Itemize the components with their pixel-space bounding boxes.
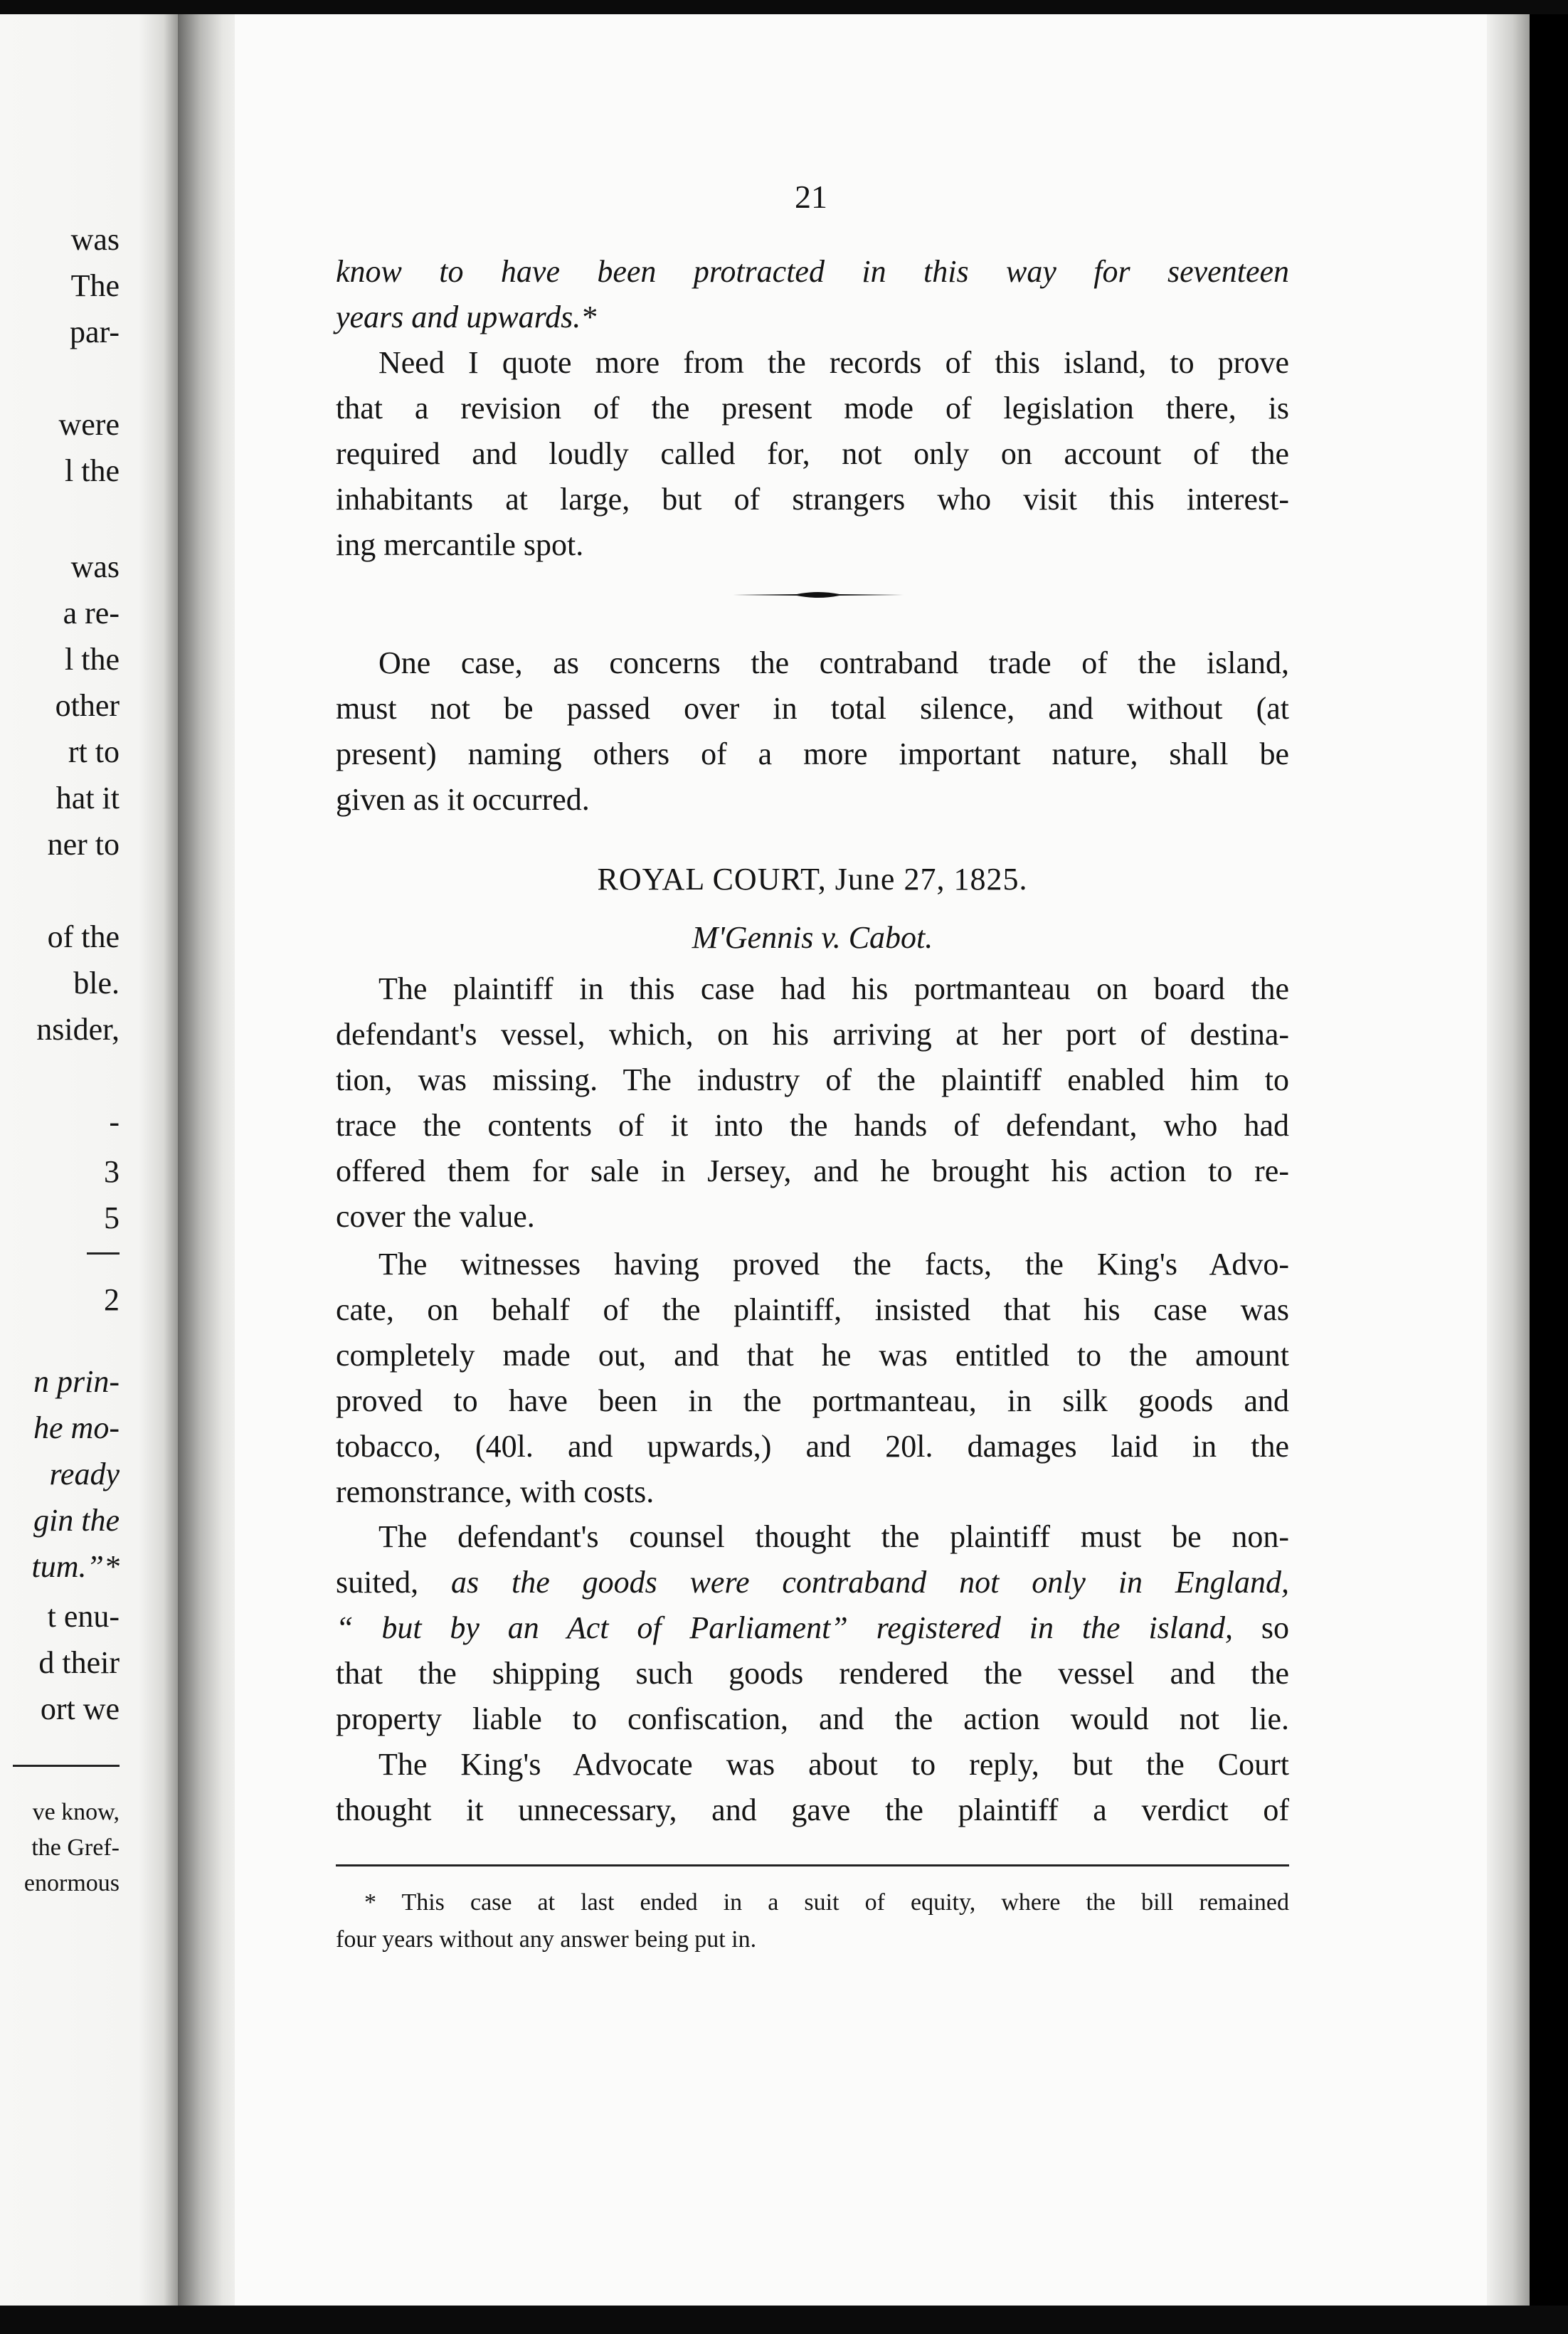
- left-fragment: ble.: [73, 966, 120, 1000]
- text-line: property liable to confiscation, and the action would not lie.: [336, 1701, 1289, 1736]
- paragraph-6: [336, 1742, 1289, 1833]
- left-sum-rule: [87, 1252, 120, 1255]
- text-line: ing mercantile spot.: [336, 527, 584, 562]
- text-line: trace the contents of it into the hands of defendant, who had: [336, 1108, 1289, 1143]
- left-fragment: d their: [38, 1645, 120, 1680]
- left-fragment: ready: [49, 1457, 120, 1491]
- left-fragment: -: [109, 1104, 120, 1139]
- paragraph-5: [336, 1514, 1289, 1742]
- left-fragment: nsider,: [36, 1012, 120, 1047]
- left-fragment: l the: [65, 453, 120, 488]
- left-footnote-rule: [13, 1765, 120, 1767]
- footnote-line: * This case at last ended in a suit of equity, where the bill remained: [364, 1889, 1289, 1916]
- text-line: The King's Advocate was about to reply, but the Court: [378, 1747, 1289, 1782]
- left-fragment: he mo-: [33, 1410, 120, 1445]
- left-fragment: a re-: [63, 596, 120, 630]
- text-line: tobacco, (40l. and upwards,) and 20l. damages laid in the: [336, 1429, 1289, 1464]
- text-line: offered them for sale in Jersey, and he brought his action to re-: [336, 1153, 1289, 1188]
- text-line: years and upwards.*: [336, 300, 597, 334]
- left-fragment: were: [58, 407, 120, 442]
- case-subheading: M'Gennis v. Cabot.: [692, 920, 933, 955]
- left-fragment: the Gref-: [31, 1834, 120, 1861]
- text-line: present) naming others of a more important nature, shall be: [336, 736, 1289, 771]
- text-run: suited,: [336, 1565, 451, 1600]
- italic-run: “ but by an Act of Parliament”: [336, 1610, 848, 1645]
- left-fragment: tum.”*: [31, 1549, 120, 1584]
- intro-lines: [336, 249, 1289, 340]
- text-line: The plaintiff in this case had his portmanteau on board the: [378, 971, 1289, 1006]
- left-fragment: par-: [70, 315, 120, 349]
- italic-run: registered in the island,: [847, 1610, 1234, 1645]
- text-line: must not be passed over in total silence, and without (at: [336, 691, 1289, 726]
- text-line: inhabitants at large, but of strangers who visit this interest-: [336, 482, 1289, 517]
- paragraph-2: [336, 640, 1289, 823]
- case-heading: ROYAL COURT, June 27, 1825.: [597, 862, 1028, 897]
- text-line: completely made out, and that he was entitled to the amount: [336, 1338, 1289, 1373]
- left-fragment: of the: [47, 919, 120, 954]
- left-fragment: n prin-: [33, 1364, 120, 1399]
- text-line: defendant's vessel, which, on his arriving at her port of destina-: [336, 1017, 1289, 1052]
- left-fragment: 3: [104, 1154, 120, 1189]
- left-fragment: t enu-: [47, 1599, 120, 1634]
- left-fragment: l the: [65, 642, 120, 677]
- text-line: that the shipping such goods rendered the vessel and the: [336, 1656, 1289, 1691]
- left-fragment: rt to: [68, 734, 120, 769]
- text-line: [336, 1560, 1289, 1605]
- page-number: 21: [795, 179, 827, 215]
- text-line: cate, on behalf of the plaintiff, insisted that his case was: [336, 1292, 1289, 1327]
- left-fragment: The: [70, 268, 120, 303]
- left-facing-page: [0, 14, 178, 2306]
- text-line: remonstrance, with costs.: [336, 1474, 655, 1509]
- paragraph-3: [336, 966, 1289, 1240]
- text-line: that a revision of the present mode of legislation there, is: [336, 391, 1289, 426]
- text-line: required and loudly called for, not only on account of the: [336, 436, 1289, 471]
- paragraph-4: [336, 1242, 1289, 1515]
- text-line: know to have been protracted in this way for seventeen: [336, 254, 1289, 289]
- left-fragment: was: [70, 549, 120, 584]
- text-line: tion, was missing. The industry of the plaintiff enabled him to: [336, 1062, 1289, 1097]
- left-fragment: 2: [104, 1282, 120, 1317]
- text-line: One case, as concerns the contraband trade of the island,: [378, 645, 1289, 680]
- section-divider-ornament: [733, 589, 904, 601]
- left-fragment: hat it: [55, 781, 120, 815]
- text-line: given as it occurred.: [336, 782, 590, 817]
- left-fragment: was: [70, 222, 120, 257]
- book-gutter: [178, 14, 242, 2306]
- left-fragment: other: [55, 688, 120, 723]
- text-line: cover the value.: [336, 1199, 535, 1234]
- text-line: Need I quote more from the records of this island, to prove: [378, 345, 1289, 380]
- footnote: [336, 1884, 1289, 1958]
- text-line: The defendant's counsel thought the plaintiff must be non-: [378, 1519, 1289, 1554]
- left-fragment: ort we: [40, 1691, 120, 1726]
- left-fragment: 5: [104, 1200, 120, 1235]
- left-fragment: gin the: [33, 1503, 120, 1538]
- text-run: so: [1233, 1610, 1289, 1645]
- paragraph-1: [336, 340, 1289, 568]
- text-line: proved to have been in the portmanteau, in silk goods and: [336, 1383, 1289, 1418]
- footnote-line: four years without any answer being put in.: [336, 1926, 757, 1953]
- text-line: The witnesses having proved the facts, the King's Advo-: [378, 1247, 1289, 1282]
- left-fragment: enormous: [23, 1870, 120, 1896]
- left-fragment: ve know,: [32, 1799, 120, 1825]
- left-fragment: ner to: [47, 827, 120, 862]
- italic-run: as the goods were contraband not only in England,: [450, 1565, 1290, 1600]
- text-line: thought it unnecessary, and gave the plaintiff a verdict of: [336, 1792, 1289, 1827]
- page-edge-shadow: [1487, 14, 1530, 2306]
- footnote-rule: [336, 1864, 1289, 1866]
- text-line: [336, 1605, 1289, 1651]
